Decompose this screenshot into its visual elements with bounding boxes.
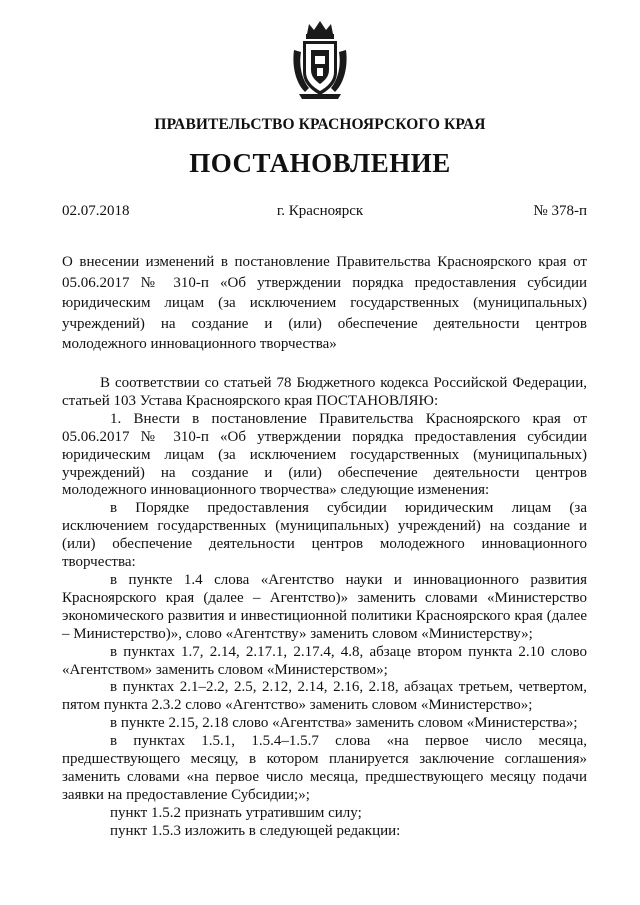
document-subject: О внесении изменений в постановление Правительства Красноярского края от 05.06.2017 № 310-п «Об утверждении порядка предоставления субсидии юридическим лицам (за исключением государственных (муниципальных) учреждений) на создание и (или) обеспечение деятельности центров молодежного инновационного творчества» bbox=[62, 254, 587, 352]
document-number: № 378-п bbox=[533, 203, 587, 219]
document-date: 02.07.2018 bbox=[62, 203, 130, 219]
paragraph-amendment: в пункте 1.4 слова «Агентство науки и инновационного развития Красноярского края (далее – Агентство)» заменить словами «Министерство экономического развития и инвестиционной политики Красноярского края (далее – Министерство)», слово «Агентству» заменить словом «Министерству»; bbox=[62, 571, 587, 642]
paragraph-amendment: в пунктах 2.1–2.2, 2.5, 2.12, 2.14, 2.16, 2.18, абзацах третьем, четвертом, пятом пункта 2.3.2 слово «Агентство» заменить словом «Министерство»; bbox=[62, 679, 587, 714]
document-city: г. Красноярск bbox=[276, 203, 364, 219]
paragraph-amendment: пункт 1.5.2 признать утратившим силу; bbox=[110, 804, 362, 821]
paragraph-amendment: в пункте 2.15, 2.18 слово «Агентства» заменить словом «Министерства»; bbox=[110, 715, 578, 732]
paragraph-amendment: в пунктах 1.5.1, 1.5.4–1.5.7 слова «на первое число месяца, предшествующего месяцу, в котором планируется заключение соглашения» заменить словами «на первое число месяца, предшествующего месяцу подачи заявки на предоставление Субсидии;»; bbox=[62, 733, 587, 803]
document-body bbox=[62, 375, 587, 841]
paragraph-preamble: В соответствии со статьей 78 Бюджетного кодекса Российской Федерации, статьей 103 Устава Красноярского края ПОСТАНОВЛЯЮ: bbox=[62, 375, 587, 409]
government-name: ПРАВИТЕЛЬСТВО КРАСНОЯРСКОГО КРАЯ bbox=[154, 116, 486, 133]
paragraph-amendment: в пунктах 1.7, 2.14, 2.17.1, 2.17.4, 4.8, абзаце втором пункта 2.10 слово «Агентством» заменить словом «Министерством»; bbox=[62, 643, 587, 678]
document-type: ПОСТАНОВЛЕНИЕ bbox=[189, 148, 451, 178]
krasnoyarsk-coat-of-arms-icon bbox=[291, 20, 349, 100]
paragraph-amendment: пункт 1.5.3 изложить в следующей редакции: bbox=[110, 822, 401, 839]
paragraph-item-1: 1. Внести в постановление Правительства Красноярского края от 05.06.2017 № 310-п «Об утверждении порядка предоставления субсидии юридическим лицам (за исключением государственных (муниципальных) учреждений) на создание и (или) обеспечение деятельности центров молодежного инновационного творчества» следующие изменения: bbox=[62, 410, 587, 499]
paragraph-amendment: в Порядке предоставления субсидии юридическим лицам (за исключением государственных (муниципальных) учреждений) на создание и (или) обеспечение деятельности центров молодежного инновационного творчества: bbox=[62, 500, 587, 571]
